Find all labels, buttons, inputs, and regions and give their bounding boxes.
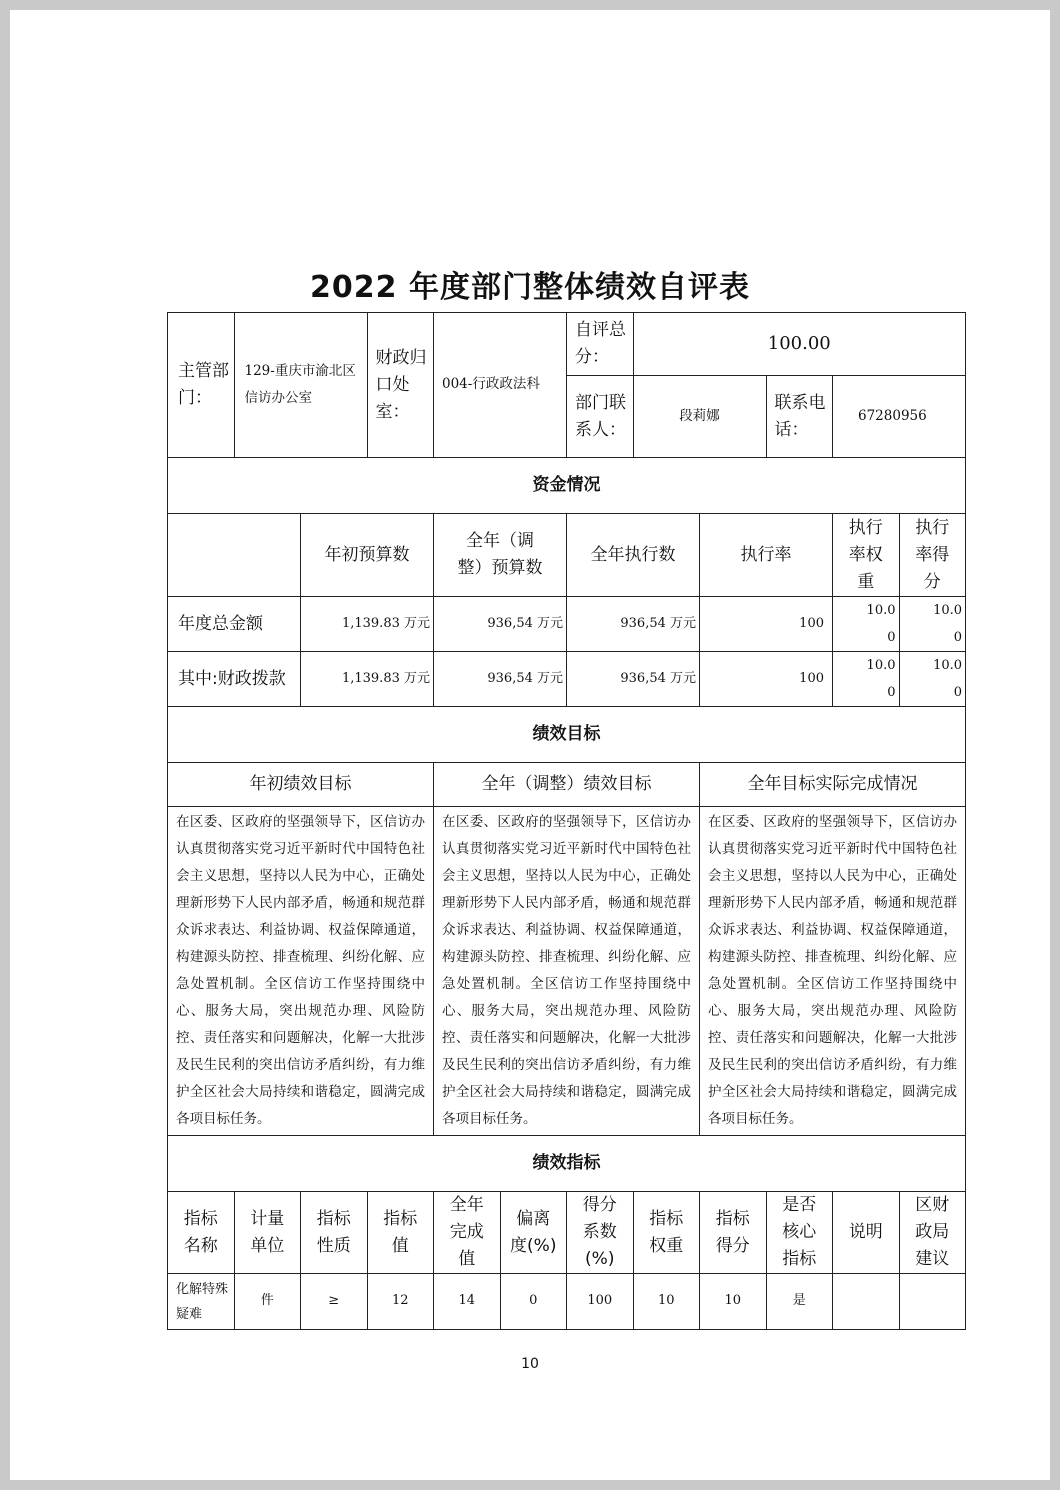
ind-suggestion bbox=[899, 1274, 966, 1330]
ind-col-weight: 指标权重 bbox=[633, 1192, 700, 1274]
ind-value: 12 bbox=[367, 1274, 434, 1330]
page-number: 10 bbox=[521, 1356, 539, 1372]
funds-row-score-b: 0 bbox=[953, 685, 963, 700]
ind-col-value: 指标值 bbox=[367, 1192, 434, 1274]
ind-coefficient: 100 bbox=[567, 1274, 634, 1330]
funds-row-weight-a: 10.0 bbox=[866, 658, 896, 673]
ind-score: 10 bbox=[700, 1274, 767, 1330]
ind-completed: 14 bbox=[434, 1274, 501, 1330]
ind-col-name: 指标名称 bbox=[168, 1192, 235, 1274]
indicator-header-row bbox=[168, 1192, 966, 1274]
ind-col-deviation: 偏离度(%) bbox=[500, 1192, 567, 1274]
adjusted-goal-text: 在区委、区政府的坚强领导下，区信访办认真贯彻落实党习近平新时代中国特色社会主义思想，坚持以人民为中心，正确处理新形势下人民内部矛盾，畅通和规范群众诉求表达、利益协调、权益保障通道，构建源头防控、排查梳理、纠纷化解、应急处置机制。全区信访工作坚持围绕中心、服务大局，突出规范办理、风险防控、责任落实和问题解决，化解一大批涉及民生民利的突出信访矛盾纠纷，有力维护全区社会大局持续和谐稳定，圆满完成各项目标任务。 bbox=[434, 807, 700, 1136]
dept-value: 129-重庆市渝北区信访办公室 bbox=[234, 313, 367, 458]
funds-row-score bbox=[899, 652, 966, 707]
ind-deviation: 0 bbox=[500, 1274, 567, 1330]
ind-weight: 10 bbox=[633, 1274, 700, 1330]
funds-row-fiscal bbox=[168, 652, 966, 707]
indicator-row bbox=[168, 1274, 966, 1330]
ind-note bbox=[833, 1274, 900, 1330]
col-initial-goal: 年初绩效目标 bbox=[168, 763, 434, 807]
performance-table bbox=[167, 312, 966, 1330]
contact-value: 段莉娜 bbox=[633, 376, 766, 458]
col-executed: 全年执行数 bbox=[567, 514, 700, 597]
funds-row-exec: 936,54 万元 bbox=[567, 652, 700, 707]
funds-row-exec: 936,54 万元 bbox=[567, 597, 700, 652]
finance-label: 财政归口处室： bbox=[367, 313, 434, 458]
phone-value: 67280956 bbox=[833, 376, 966, 458]
ind-nature: ≥ bbox=[301, 1274, 368, 1330]
col-rate-score: 执行率得分 bbox=[899, 514, 966, 597]
actual-completion-text: 在区委、区政府的坚强领导下，区信访办认真贯彻落实党习近平新时代中国特色社会主义思想，坚持以人民为中心，正确处理新形势下人民内部矛盾，畅通和规范群众诉求表达、利益协调、权益保障通道，构建源头防控、排查梳理、纠纷化解、应急处置机制。全区信访工作坚持围绕中心、服务大局，突出规范办理、风险防控、责任落实和问题解决，化解一大批涉及民生民利的突出信访矛盾纠纷，有力维护全区社会大局持续和谐稳定，圆满完成各项目标任务。 bbox=[700, 807, 966, 1136]
funds-row-rate: 100 bbox=[700, 597, 833, 652]
initial-goal-text: 在区委、区政府的坚强领导下，区信访办认真贯彻落实党习近平新时代中国特色社会主义思想，坚持以人民为中心，正确处理新形势下人民内部矛盾，畅通和规范群众诉求表达、利益协调、权益保障通道，构建源头防控、排查梳理、纠纷化解、应急处置机制。全区信访工作坚持围绕中心、服务大局，突出规范办理、风险防控、责任落实和问题解决，化解一大批涉及民生民利的突出信访矛盾纠纷，有力维护全区社会大局持续和谐稳定，圆满完成各项目标任务。 bbox=[168, 807, 434, 1136]
ind-col-score: 指标得分 bbox=[700, 1192, 767, 1274]
funds-row-score-b: 0 bbox=[953, 630, 963, 645]
col-actual-completion: 全年目标实际完成情况 bbox=[700, 763, 966, 807]
ind-name: 化解特殊疑难 bbox=[168, 1274, 235, 1330]
finance-value: 004-行政政法科 bbox=[434, 313, 567, 458]
col-budget: 年初预算数 bbox=[301, 514, 434, 597]
goals-section-title: 绩效目标 bbox=[168, 707, 966, 763]
funds-row-adjusted: 936,54 万元 bbox=[434, 597, 567, 652]
ind-core: 是 bbox=[766, 1274, 833, 1330]
score-label: 自评总分： bbox=[567, 313, 634, 376]
funds-header-blank bbox=[168, 514, 301, 597]
funds-row-budget: 1,139.83 万元 bbox=[301, 652, 434, 707]
funds-row-weight-a: 10.0 bbox=[866, 603, 896, 618]
col-adjusted-budget: 全年（调整）预算数 bbox=[434, 514, 567, 597]
funds-row-score-a: 10.0 bbox=[933, 603, 963, 618]
funds-row-score-a: 10.0 bbox=[933, 658, 963, 673]
ind-col-completed: 全年完成值 bbox=[434, 1192, 501, 1274]
col-exec-rate: 执行率 bbox=[700, 514, 833, 597]
funds-row-total bbox=[168, 597, 966, 652]
funds-row-name: 年度总金额 bbox=[168, 597, 301, 652]
col-adjusted-goal: 全年（调整）绩效目标 bbox=[434, 763, 700, 807]
funds-row-weight bbox=[833, 597, 900, 652]
page-title: 2022 年度部门整体绩效自评表 bbox=[310, 270, 750, 305]
ind-col-note: 说明 bbox=[833, 1192, 900, 1274]
funds-row-name: 其中:财政拨款 bbox=[168, 652, 301, 707]
funds-row-adjusted: 936,54 万元 bbox=[434, 652, 567, 707]
ind-col-suggestion: 区财政局建议 bbox=[899, 1192, 966, 1274]
funds-section-title: 资金情况 bbox=[168, 458, 966, 514]
col-rate-weight: 执行率权重 bbox=[833, 514, 900, 597]
ind-col-unit: 计量单位 bbox=[234, 1192, 301, 1274]
dept-label: 主管部门： bbox=[168, 313, 235, 458]
document-page bbox=[10, 10, 1050, 1480]
ind-col-core: 是否核心指标 bbox=[766, 1192, 833, 1274]
funds-row-weight-b: 0 bbox=[887, 685, 896, 700]
funds-row-rate: 100 bbox=[700, 652, 833, 707]
funds-row-budget: 1,139.83 万元 bbox=[301, 597, 434, 652]
indicators-section-title: 绩效指标 bbox=[168, 1136, 966, 1192]
phone-label: 联系电话： bbox=[766, 376, 833, 458]
ind-col-nature: 指标性质 bbox=[301, 1192, 368, 1274]
contact-label: 部门联系人： bbox=[567, 376, 634, 458]
ind-col-coefficient: 得分系数(%) bbox=[567, 1192, 634, 1274]
funds-row-score bbox=[899, 597, 966, 652]
score-value: 100.00 bbox=[633, 313, 966, 376]
ind-unit: 件 bbox=[234, 1274, 301, 1330]
funds-row-weight bbox=[833, 652, 900, 707]
funds-row-weight-b: 0 bbox=[887, 630, 896, 645]
